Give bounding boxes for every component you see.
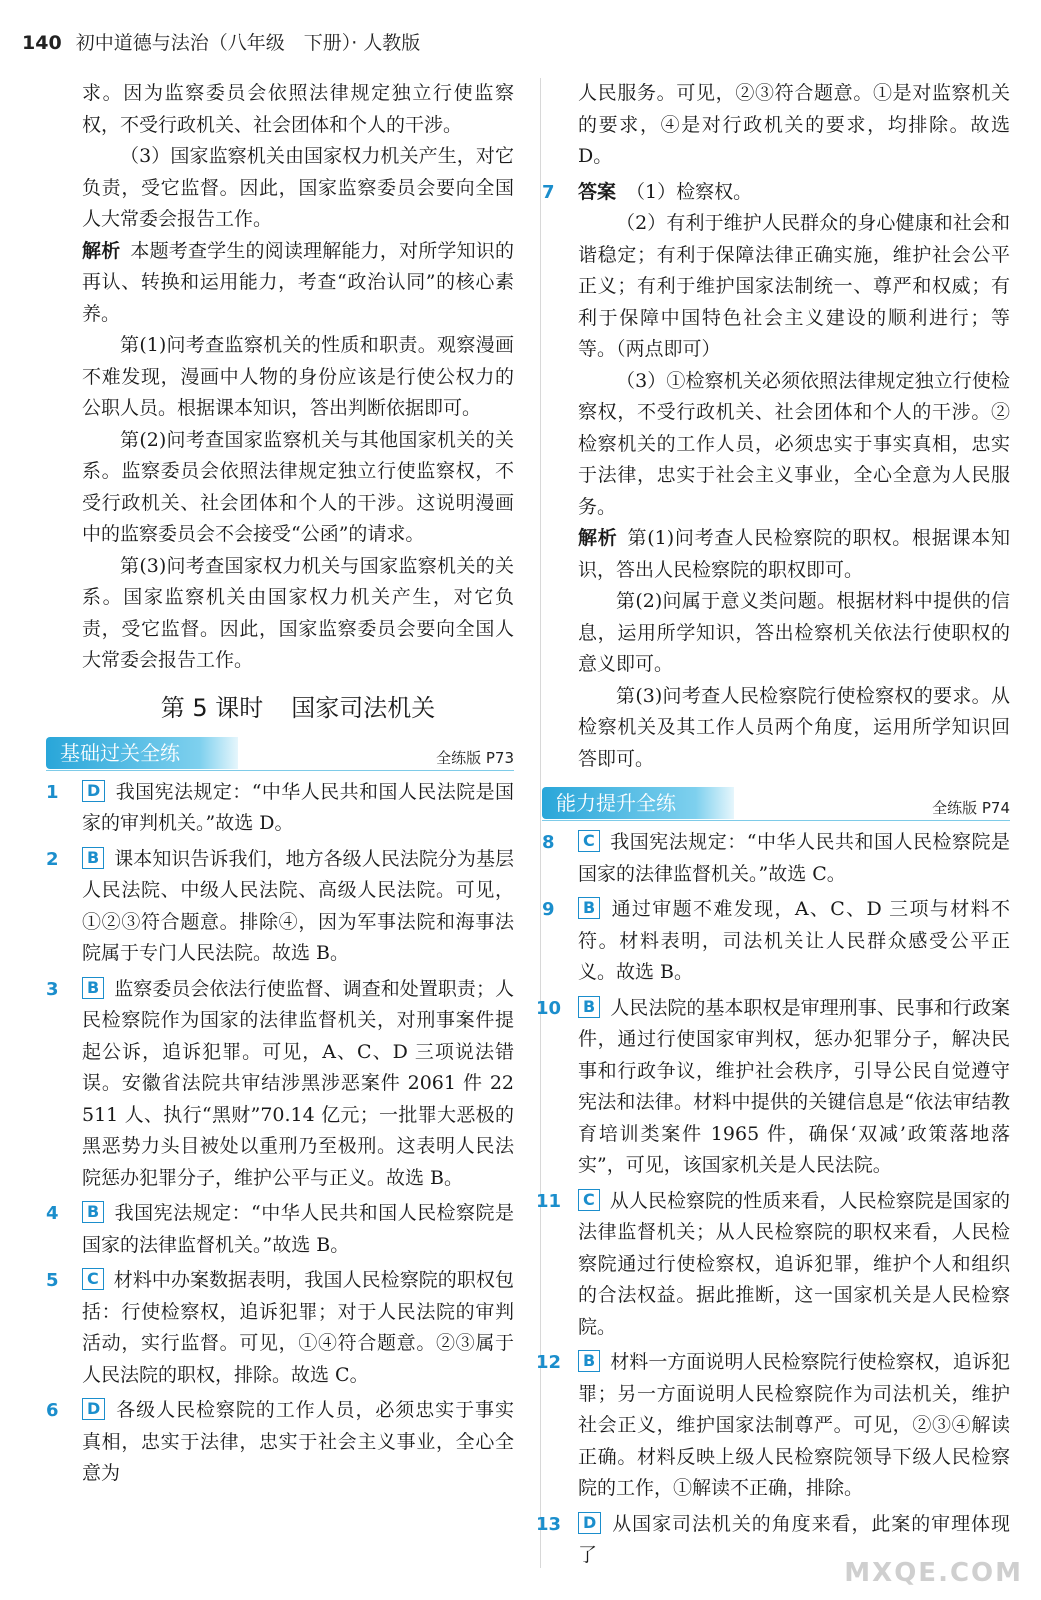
section-label: 基础过关全练 bbox=[46, 737, 238, 769]
answer-text: 从国家司法机关的角度来看，此案的审理体现了 bbox=[578, 1512, 1010, 1566]
page-header bbox=[22, 28, 1022, 62]
answer-choice: C bbox=[578, 830, 600, 852]
answer-item-7 bbox=[542, 177, 1010, 776]
lesson-title bbox=[82, 691, 514, 725]
answer-item bbox=[46, 974, 514, 1195]
page-number: 140 bbox=[22, 32, 62, 54]
analysis-text: 本题考查学生的阅读理解能力，对所学知识的再认、转换和运用能力，考查“政治认同”的核心素养。 bbox=[82, 239, 514, 325]
answer-choice: B bbox=[578, 897, 600, 919]
analysis-paragraph bbox=[82, 236, 514, 331]
answer-part-3: （3）①检察机关必须依照法律规定独立行使检察权，不受行政机关、社会团体和个人的干涉。②检察机关的工作人员，必须忠实于事实真相，忠实于法律，忠实于社会主义事业，全心全意为人民服务。 bbox=[578, 369, 1010, 518]
site-watermark: MXQE.COM bbox=[844, 1558, 1023, 1588]
intro-paragraph: 求。因为监察委员会依照法律规定独立行使监察权，不受行政机关、社会团体和个人的干涉。 bbox=[82, 82, 514, 136]
analysis-label: 解析 bbox=[578, 527, 618, 549]
answer-choice: D bbox=[578, 1512, 601, 1534]
answer-item bbox=[46, 1265, 514, 1391]
question-number: 10 bbox=[536, 997, 562, 1019]
analysis-paragraph: 第(2)问考查国家监察机关与其他国家机关的关系。监察委员会依照法律规定独立行使监察权，不受行政机关、社会团体和个人的干涉。这说明漫画中的监察委员会不会接受“公函”的请求。 bbox=[82, 428, 514, 545]
question-number: 8 bbox=[542, 832, 555, 853]
intro-paragraph: （3）国家监察机关由国家权力机关产生，对它负责，受它监督。因此，国家监察委员会要向全国人大常委会报告工作。 bbox=[82, 145, 514, 230]
analysis-paragraph: 第(1)问考查监察机关的性质和职责。观察漫画不难发现，漫画中人物的身份应该是行使公权力的公职人员。根据课本知识，答出判断依据即可。 bbox=[82, 334, 514, 419]
analysis-paragraph: 第(3)问考查人民检察院行使检察权的要求。从检察机关及其工作人员两个角度，运用所学知识回答即可。 bbox=[578, 684, 1010, 770]
answer-item bbox=[542, 827, 1010, 890]
lesson-number: 第 5 课时 bbox=[160, 693, 264, 722]
question-number: 12 bbox=[536, 1352, 562, 1373]
banner-rule bbox=[542, 820, 1010, 821]
answer-item bbox=[536, 1186, 1010, 1344]
question-number: 6 bbox=[46, 1400, 59, 1421]
question-number: 9 bbox=[542, 899, 555, 920]
question-number: 2 bbox=[46, 848, 59, 870]
answer-text: 从人民检察院的性质来看，人民检察院是国家的法律监督机关；从人民检察院的职权来看，人民检察院通过行使检察权，追诉犯罪，维护个人和组织的合法权益。据此推断，这一国家机关是人民检察院。 bbox=[578, 1189, 1010, 1338]
answer-text: 各级人民检察院的工作人员，必须忠实于事实真相，忠实于法律，忠实于社会主义事业，全心全意为 bbox=[82, 1399, 514, 1484]
section-page-ref: 全练版 P73 bbox=[436, 748, 514, 767]
answer-item bbox=[536, 1347, 1010, 1505]
right-column bbox=[536, 78, 1010, 1572]
answer-item bbox=[46, 1395, 514, 1490]
lesson-name: 国家司法机关 bbox=[291, 693, 436, 722]
answer-choice: B bbox=[82, 847, 104, 869]
answer-choice: C bbox=[82, 1268, 104, 1290]
answer-choice: D bbox=[82, 780, 105, 802]
answer-choice: B bbox=[82, 977, 104, 999]
answer-part-2: （2）有利于维护人民群众的身心健康和社会和谐稳定；有利于保障法律正确实施，维护社会公平正义；有利于维护国家法制统一、尊严和权威；有利于保障中国特色社会主义建设的顺利进行；等等。（两点即可） bbox=[578, 212, 1010, 360]
answer-text: 人民法院的基本职权是审理刑事、民事和行政案件，通过行使国家审判权，惩办犯罪分子，解决民事和行政争议，维护社会秩序，引导公民自觉遵守宪法和法律。材料中提供的关键信息是“依法审结教育培训类案件 1965 件，确保‘双减’政策落地落实”，可见，该国家机关是人民法院。 bbox=[578, 996, 1010, 1176]
question-number: 5 bbox=[46, 1270, 59, 1291]
answer-item bbox=[46, 777, 514, 840]
analysis-paragraph: 第(3)问考查国家权力机关与国家监察机关的关系。国家监察机关由国家权力机关产生，对它负责，受它监督。因此，国家监察委员会要向全国人大常委会报告工作。 bbox=[82, 554, 514, 671]
answer-item bbox=[46, 844, 514, 970]
question-number: 1 bbox=[46, 781, 59, 803]
answer-choice: B bbox=[578, 996, 600, 1018]
answer-choice: C bbox=[578, 1189, 600, 1211]
answer-text: 我国宪法规定：“中华人民共和国人民检察院是国家的法律监督机关。”故选 C。 bbox=[578, 831, 1010, 885]
analysis-paragraph: 第(2)问属于意义类问题。根据材料中提供的信息，运用所学知识，答出检察机关依法行使职权的意义即可。 bbox=[578, 590, 1010, 675]
answer-text: 我国宪法规定：“中华人民共和国人民检察院是国家的法律监督机关。”故选 B。 bbox=[82, 1202, 514, 1256]
answer-label: 答案 bbox=[578, 180, 617, 203]
section-banner-advanced bbox=[542, 787, 1010, 819]
answer-text: 材料中办案数据表明，我国人民检察院的职权包括：行使检察权，追诉犯罪；对于人民法院的审判活动，实行监督。可见，①④符合题意。②③属于人民法院的职权，排除。故选 C。 bbox=[82, 1269, 514, 1386]
banner-rule bbox=[46, 770, 514, 771]
answer-part-1: （1）检察权。 bbox=[626, 180, 753, 203]
answer-text: 我国宪法规定：“中华人民共和国人民法院是国家的审判机关。”故选 D。 bbox=[82, 780, 514, 834]
section-banner-basic bbox=[46, 737, 514, 769]
column-divider bbox=[540, 78, 541, 1568]
answer-text: 材料一方面说明人民检察院行使检察权，追诉犯罪；另一方面说明人民检察院作为司法机关，维护社会正义，维护国家法制尊严。可见，②③④解读正确。材料反映上级人民检察院领导下级人民检察院的工作，①解读不正确，排除。 bbox=[578, 1351, 1010, 1499]
book-title: 初中道德与法治（八年级 下册）· 人教版 bbox=[75, 32, 421, 54]
left-column bbox=[46, 78, 514, 1490]
answer-text: 课本知识告诉我们，地方各级人民法院分为基层人民法院、中级人民法院、高级人民法院。可见，①②③符合题意。排除④，因为军事法院和海事法院属于专门人民法院。故选 B。 bbox=[82, 847, 514, 964]
answer-text: 监察委员会依法行使监督、调查和处置职责；人民检察院作为国家的法律监督机关，对刑事案件提起公诉，追诉犯罪。可见，A、C、D 三项说法错误。安徽省法院共审结涉黑涉恶案件 2061 件 22 511 人、执行“黑财”70.14 亿元；一批罪大恶极的黑恶势力头目被处以重刑乃至极刑。这表明人民法院惩办犯罪分子，维护公平与正义。故选 B。 bbox=[82, 977, 514, 1189]
section-page-ref: 全练版 P74 bbox=[932, 799, 1010, 817]
analysis-label: 解析 bbox=[82, 239, 121, 262]
answer-choice: D bbox=[82, 1398, 105, 1420]
question-number: 11 bbox=[536, 1190, 562, 1212]
answer-item bbox=[46, 1198, 514, 1261]
answer-choice: B bbox=[82, 1201, 104, 1223]
continued-paragraph: 人民服务。可见，②③符合题意。①是对监察机关的要求，④是对行政机关的要求，均排除。故选 D。 bbox=[578, 82, 1010, 167]
answer-item bbox=[536, 993, 1010, 1182]
question-number: 3 bbox=[46, 978, 59, 1000]
question-number: 4 bbox=[46, 1203, 59, 1224]
answer-item bbox=[542, 894, 1010, 989]
answer-choice: B bbox=[578, 1350, 600, 1372]
analysis-text: 第(1)问考查人民检察院的职权。根据课本知识，答出人民检察院的职权即可。 bbox=[578, 527, 1010, 581]
question-number: 13 bbox=[536, 1513, 562, 1535]
section-label: 能力提升全练 bbox=[542, 787, 734, 819]
answer-text: 通过审题不难发现，A、C、D 三项与材料不符。材料表明，司法机关让人民群众感受公平正义。故选 B。 bbox=[578, 898, 1010, 983]
question-number: 7 bbox=[542, 181, 555, 203]
